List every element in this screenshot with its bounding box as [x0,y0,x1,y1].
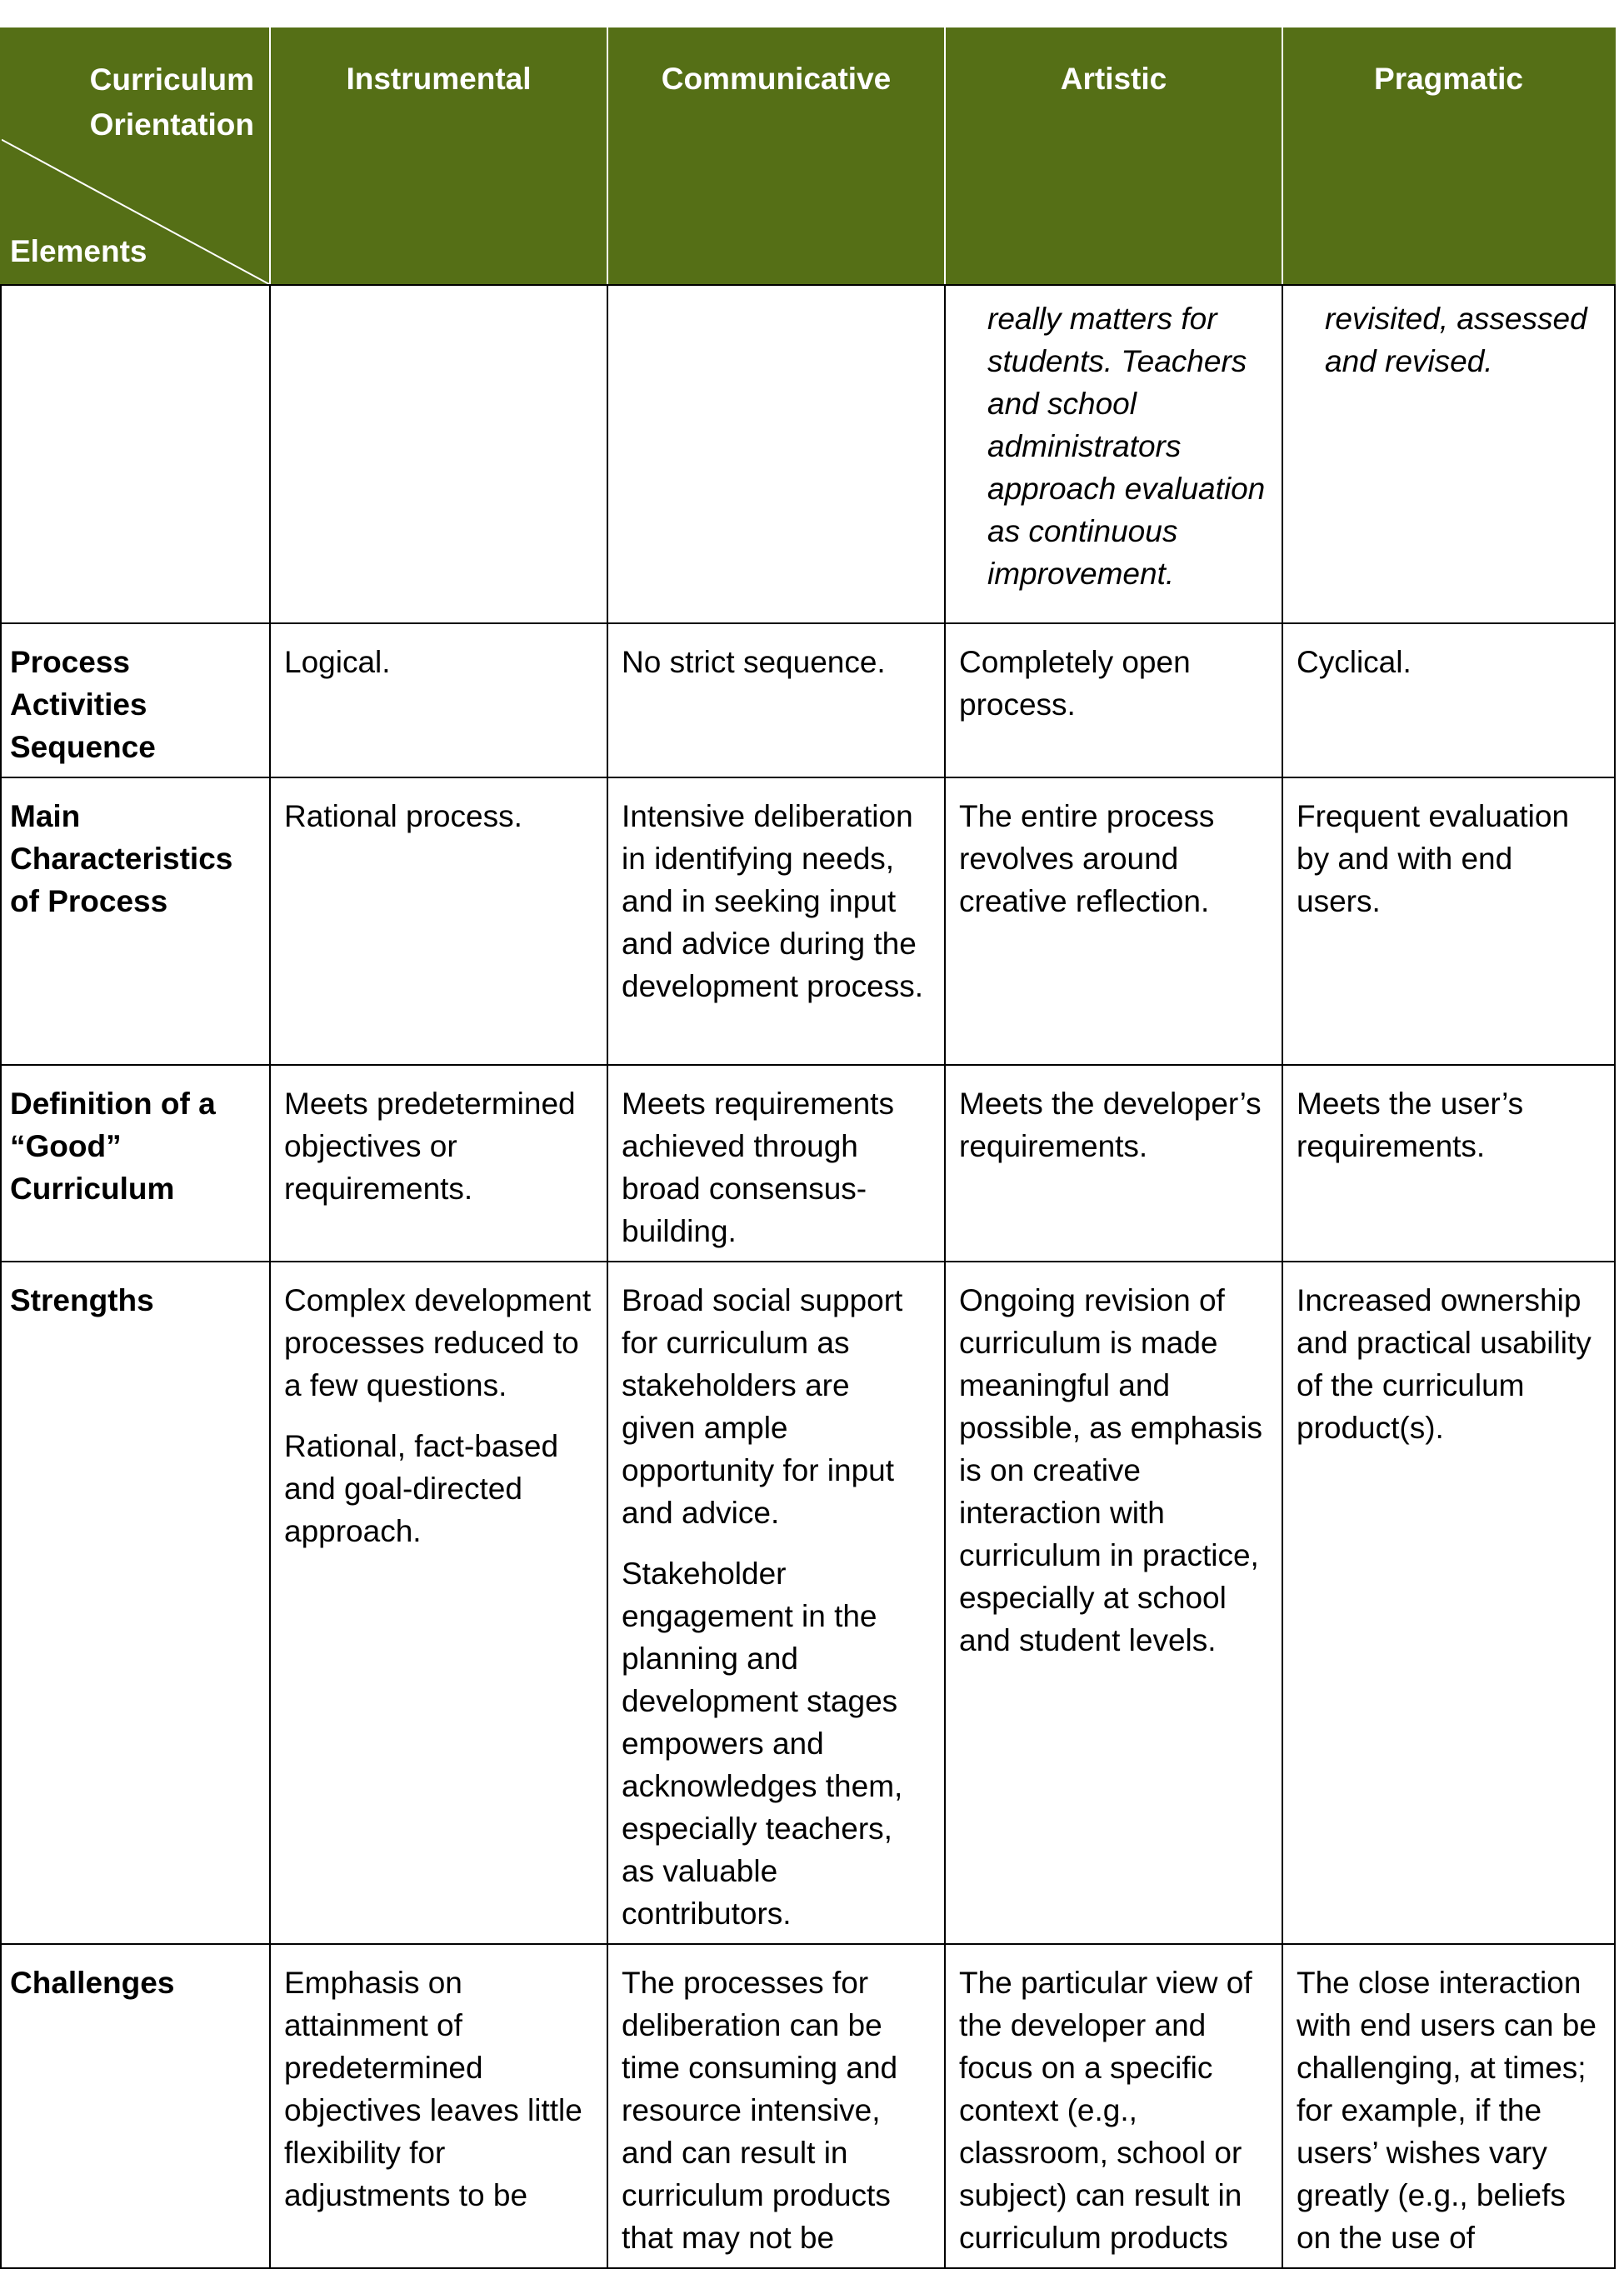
corner-elements-label: Elements [10,234,147,268]
row-label-strengths: Strengths [1,1262,270,1944]
corner-header-cell [1,28,270,285]
cell-strengths-artistic: Ongoing revision of curriculum is made meaningful and possible, as emphasis is on creative interaction with curriculum in practice, especially at school and student levels. [945,1262,1282,1944]
cell-continuation-artistic: really matters for students. Teachers and school administrators approach evaluation as continuous improvement. [945,285,1282,623]
cell-continuation-communicative [607,285,945,623]
cell-definition-instrumental: Meets predetermined objectives or requirements. [270,1065,607,1262]
corner-top-line1: Curriculum [89,62,254,97]
curriculum-orientation-table [0,27,1616,2269]
cell-main-pragmatic: Frequent evaluation by and with end users. [1282,777,1615,1065]
table-row-challenges [1,1944,1615,2268]
strengths-instrumental-paragraph: Complex development processes reduced to a few questions. [284,1283,592,1402]
row-label-definition: Definition of a “Good” Curriculum [1,1065,270,1262]
row-label-challenges: Challenges [1,1944,270,2268]
cell-continuation-instrumental [270,285,607,623]
table-row-main-characteristics [1,777,1615,1065]
table-row-strengths [1,1262,1615,1944]
row-label-continuation [1,285,270,623]
row-label-sequence: Process Activities Sequence [1,623,270,777]
cell-main-artistic: The entire process revolves around creative reflection. [945,777,1282,1065]
cell-definition-pragmatic: Meets the user’s requirements. [1282,1065,1615,1262]
cell-challenges-pragmatic: The close interaction with end users can be challenging, at times; for example, if the users’ wishes vary greatly (e.g., beliefs on the use of [1282,1944,1615,2268]
cell-challenges-communicative: The processes for deliberation can be time consuming and resource intensive, and can result in curriculum products that may not be [607,1944,945,2268]
cell-definition-communicative: Meets requirements achieved through broad consensus-building. [607,1065,945,1262]
column-header-communicative: Communicative [607,28,945,285]
column-header-artistic: Artistic [945,28,1282,285]
cell-main-communicative: Intensive deliberation in identifying needs, and in seeking input and advice during the development process. [607,777,945,1065]
cell-sequence-communicative: No strict sequence. [607,623,945,777]
cell-main-instrumental: Rational process. [270,777,607,1065]
cell-definition-artistic: Meets the developer’s requirements. [945,1065,1282,1262]
strengths-communicative-paragraph: Broad social support for curriculum as stakeholders are given ample opportunity for input and advice. [622,1283,903,1530]
corner-orientation-label [90,57,254,147]
corner-top-line2: Orientation [89,107,254,142]
strengths-instrumental-paragraph: Rational, fact-based and goal-directed approach. [284,1429,559,1548]
cell-challenges-instrumental: Emphasis on attainment of predetermined objectives leaves little flexibility for adjustments to be [270,1944,607,2268]
cell-sequence-artistic: Completely open process. [945,623,1282,777]
cell-strengths-instrumental [270,1262,607,1944]
cell-sequence-instrumental: Logical. [270,623,607,777]
strengths-communicative-paragraph: Stakeholder engagement in the planning and development stages empowers and acknowledges them, especially teachers, as valuable contributors. [622,1557,903,1931]
table-row-definition [1,1065,1615,1262]
cell-sequence-pragmatic: Cyclical. [1282,623,1615,777]
column-header-pragmatic: Pragmatic [1282,28,1615,285]
table-header-row [1,28,1615,285]
row-label-main-characteristics: Main Characteristics of Process [1,777,270,1065]
cell-strengths-communicative [607,1262,945,1944]
table-row-continuation [1,285,1615,623]
table-row-sequence [1,623,1615,777]
cell-challenges-artistic: The particular view of the developer and focus on a specific context (e.g., classroom, school or subject) can result in curriculum products [945,1944,1282,2268]
cell-strengths-pragmatic: Increased ownership and practical usability of the curriculum product(s). [1282,1262,1615,1944]
column-header-instrumental: Instrumental [270,28,607,285]
cell-continuation-pragmatic: revisited, assessed and revised. [1282,285,1615,623]
